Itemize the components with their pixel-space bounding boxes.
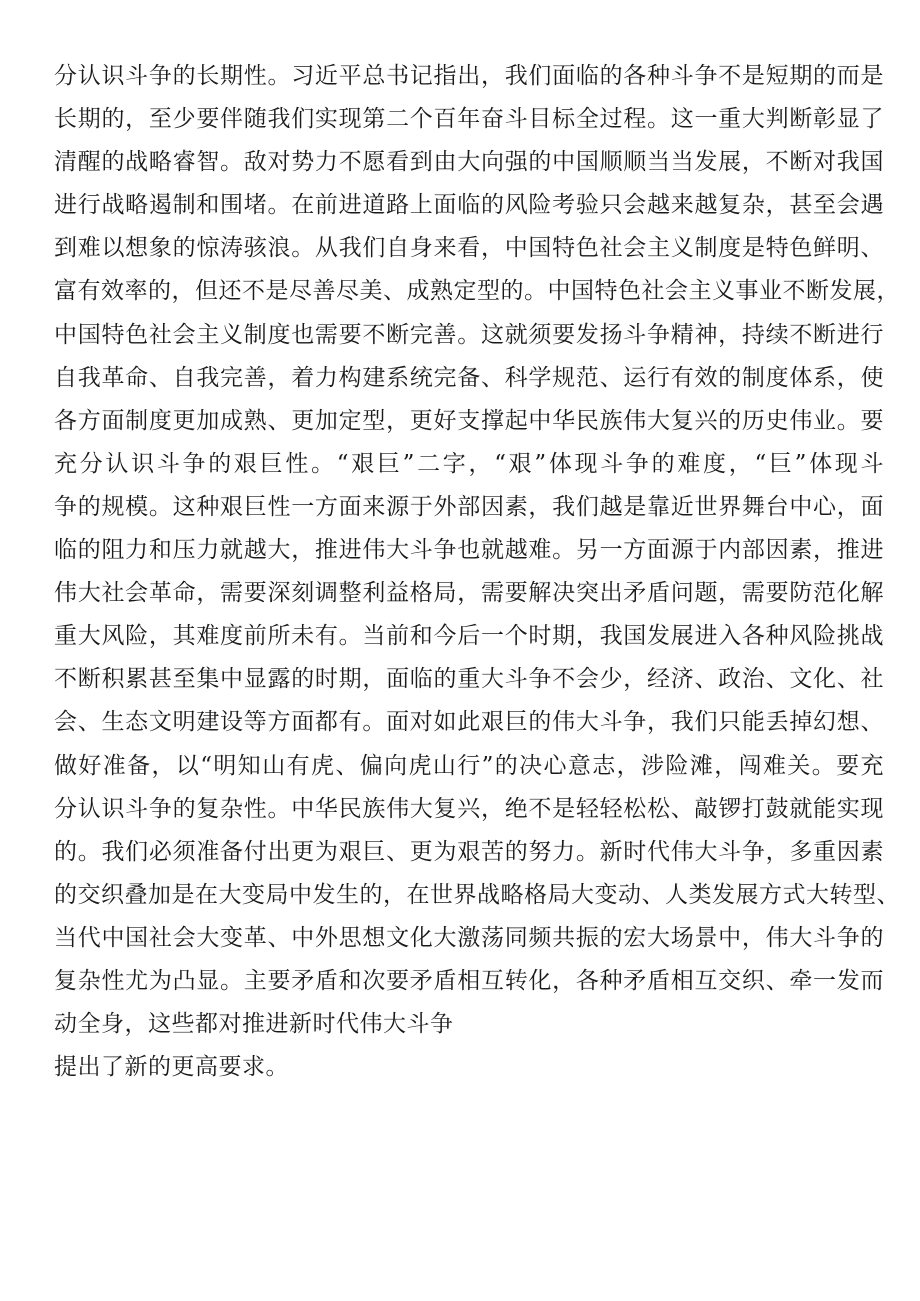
body-text — [54, 55, 900, 1089]
text-line-9: 各方面制度更加成熟、更加定型，更好支撑起中华民族伟大复兴的历史伟业。要 — [54, 407, 884, 434]
text-line-19: 的。我们必须准备付出更为艰巨、更为艰苦的努力。新时代伟大斗争，多重因素 — [54, 838, 884, 865]
text-line-18: 分认识斗争的复杂性。中华民族伟大复兴，绝不是轻轻松松、敲锣打鼓就能实现 — [54, 795, 884, 822]
text-line-3: 清醒的战略睿智。敌对势力不愿看到由大向强的中国顺顺当当发展，不断对我国 — [54, 149, 884, 176]
text-line-22: 复杂性尤为凸显。主要矛盾和次要矛盾相互转化，各种矛盾相互交织、牵一发而 — [54, 967, 884, 994]
text-line-12: 临的阻力和压力就越大，推进伟大斗争也就越难。另一方面源于内部因素，推进 — [54, 537, 884, 564]
text-line-21: 当代中国社会大变革、中外思想文化大激荡同频共振的宏大场景中，伟大斗争的 — [54, 924, 884, 951]
text-line-5: 到难以想象的惊涛骇浪。从我们自身来看，中国特色社会主义制度是特色鲜明、 — [54, 235, 884, 262]
text-line-11: 争的规模。这种艰巨性一方面来源于外部因素，我们越是靠近世界舞台中心，面 — [54, 493, 884, 520]
text-line-14: 重大风险，其难度前所未有。当前和今后一个时期，我国发展进入各种风险挑战 — [54, 623, 884, 650]
text-line-16: 会、生态文明建设等方面都有。面对如此艰巨的伟大斗争，我们只能丢掉幻想、 — [54, 709, 884, 736]
text-line-7: 中国特色社会主义制度也需要不断完善。这就须要发扬斗争精神，持续不断进行 — [54, 321, 884, 348]
text-line-8: 自我革命、自我完善，着力构建系统完备、科学规范、运行有效的制度体系，使 — [54, 364, 884, 391]
text-line-6: 富有效率的，但还不是尽善尽美、成熟定型的。中国特色社会主义事业不断发展， — [54, 278, 900, 305]
text-line-13: 伟大社会革命，需要深刻调整利益格局，需要解决突出矛盾问题，需要防范化解 — [54, 580, 884, 607]
text-line-1: 分认识斗争的长期性。习近平总书记指出，我们面临的各种斗争不是短期的而是 — [54, 63, 884, 89]
text-line-17: 做好准备，以“明知山有虎、偏向虎山行”的决心意志，涉险滩，闯难关。要充 — [54, 752, 884, 779]
text-line-23: 动全身，这些都对推进新时代伟大斗争 — [54, 1011, 454, 1038]
text-line-20: 的交织叠加是在大变局中发生的，在世界战略格局大变动、人类发展方式大转型、 — [54, 881, 900, 908]
text-line-2: 长期的，至少要伴随我们实现第二个百年奋斗目标全过程。这一重大判断彰显了 — [54, 106, 884, 133]
text-line-10: 充分认识斗争的艰巨性。“艰巨”二字，“艰”体现斗争的难度，“巨”体现斗 — [54, 450, 884, 477]
text-line-24: 提出了新的更高要求。 — [54, 1054, 289, 1081]
text-line-4: 进行战略遏制和围堵。在前进道路上面临的风险考验只会越来越复杂，甚至会遇 — [54, 192, 884, 219]
text-line-15: 不断积累甚至集中显露的时期，面临的重大斗争不会少，经济、政治、文化、社 — [54, 666, 884, 693]
